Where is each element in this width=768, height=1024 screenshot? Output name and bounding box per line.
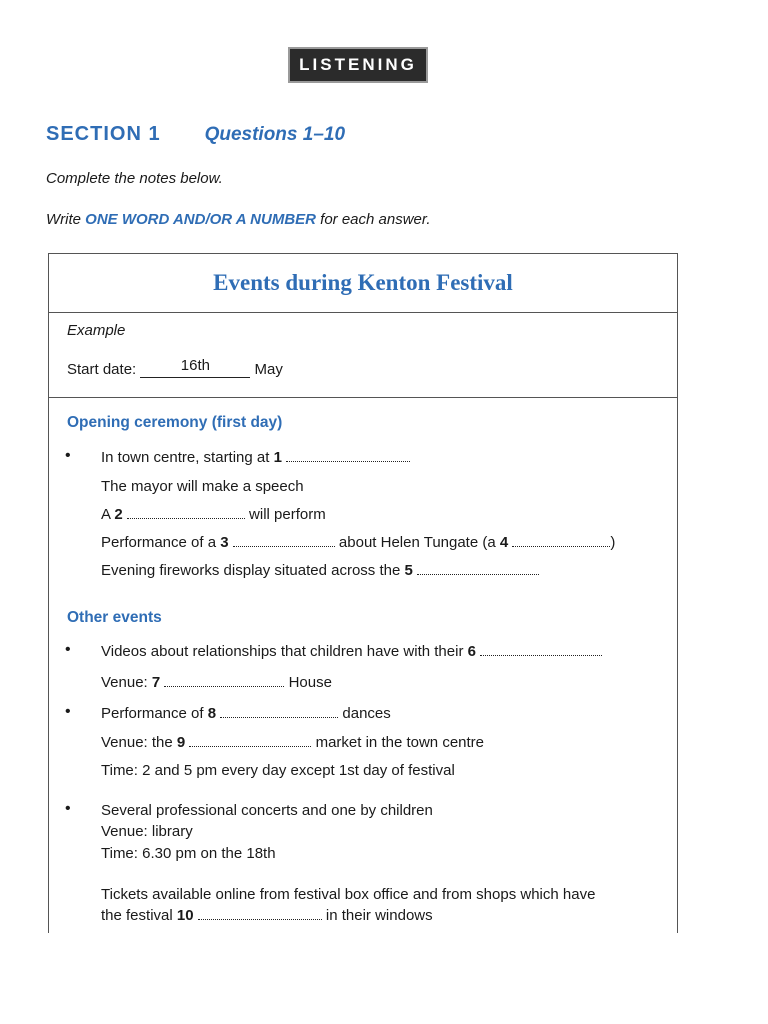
bullet-icon: • bbox=[65, 703, 71, 720]
questions-range: Questions 1–10 bbox=[204, 124, 346, 145]
answer-blank-10[interactable] bbox=[198, 907, 322, 920]
instruction-prefix: Write bbox=[46, 211, 86, 228]
example-start-date bbox=[67, 357, 283, 378]
other-time-2: Time: 2 and 5 pm every day except 1st day of festival bbox=[101, 762, 455, 779]
tickets-line-1: Tickets available online from festival box office and from shops which have bbox=[101, 886, 596, 903]
answer-blank-5[interactable] bbox=[417, 562, 539, 575]
tickets-line-2: the festival 10 in their windows bbox=[101, 907, 433, 924]
instruction-line-2 bbox=[46, 211, 431, 228]
other-venue-3: Venue: library bbox=[101, 823, 193, 840]
example-area bbox=[49, 312, 677, 398]
answer-blank-6[interactable] bbox=[480, 643, 602, 656]
start-date-label: Start date: bbox=[67, 361, 141, 378]
opening-heading: Opening ceremony (first day) bbox=[67, 414, 283, 431]
other-venue-1: Venue: 7 House bbox=[101, 674, 332, 691]
answer-blank-1[interactable] bbox=[286, 449, 410, 462]
opening-line-4: Performance of a 3 about Helen Tungate (a 4 ) bbox=[101, 534, 616, 551]
answer-blank-9[interactable] bbox=[189, 734, 311, 747]
other-time-3: Time: 6.30 pm on the 18th bbox=[101, 845, 276, 862]
bullet-icon: • bbox=[65, 641, 71, 658]
bullet-icon: • bbox=[65, 800, 71, 817]
section-header bbox=[46, 123, 345, 151]
section-label: SECTION 1 bbox=[46, 123, 161, 145]
answer-blank-2[interactable] bbox=[127, 506, 245, 519]
other-heading: Other events bbox=[67, 609, 162, 626]
start-date-suffix: May bbox=[250, 361, 283, 378]
answer-blank-4[interactable] bbox=[512, 534, 610, 547]
opening-line-3: A 2 will perform bbox=[101, 506, 326, 523]
notes-title: Events during Kenton Festival bbox=[49, 254, 677, 313]
answer-blank-7[interactable] bbox=[164, 674, 284, 687]
listening-badge: LISTENING bbox=[288, 47, 428, 83]
opening-line-5: Evening fireworks display situated across the 5 bbox=[101, 562, 539, 579]
notes-box bbox=[48, 253, 678, 933]
instruction-line-1: Complete the notes below. bbox=[46, 170, 223, 187]
answer-blank-8[interactable] bbox=[220, 705, 338, 718]
other-line-3: Several professional concerts and one by children bbox=[101, 802, 433, 819]
bullet-icon: • bbox=[65, 447, 71, 464]
opening-line-1: In town centre, starting at 1 bbox=[101, 449, 410, 466]
other-line-1: Videos about relationships that children have with their 6 bbox=[101, 643, 602, 660]
answer-blank-3[interactable] bbox=[233, 534, 335, 547]
example-label: Example bbox=[67, 322, 126, 339]
instruction-suffix: for each answer. bbox=[316, 211, 431, 228]
opening-line-2: The mayor will make a speech bbox=[101, 478, 304, 495]
instruction-highlight: ONE WORD AND/OR A NUMBER bbox=[85, 211, 316, 228]
other-line-2: Performance of 8 dances bbox=[101, 705, 391, 722]
other-venue-2: Venue: the 9 market in the town centre bbox=[101, 734, 485, 751]
example-answer: 16th bbox=[140, 361, 250, 378]
